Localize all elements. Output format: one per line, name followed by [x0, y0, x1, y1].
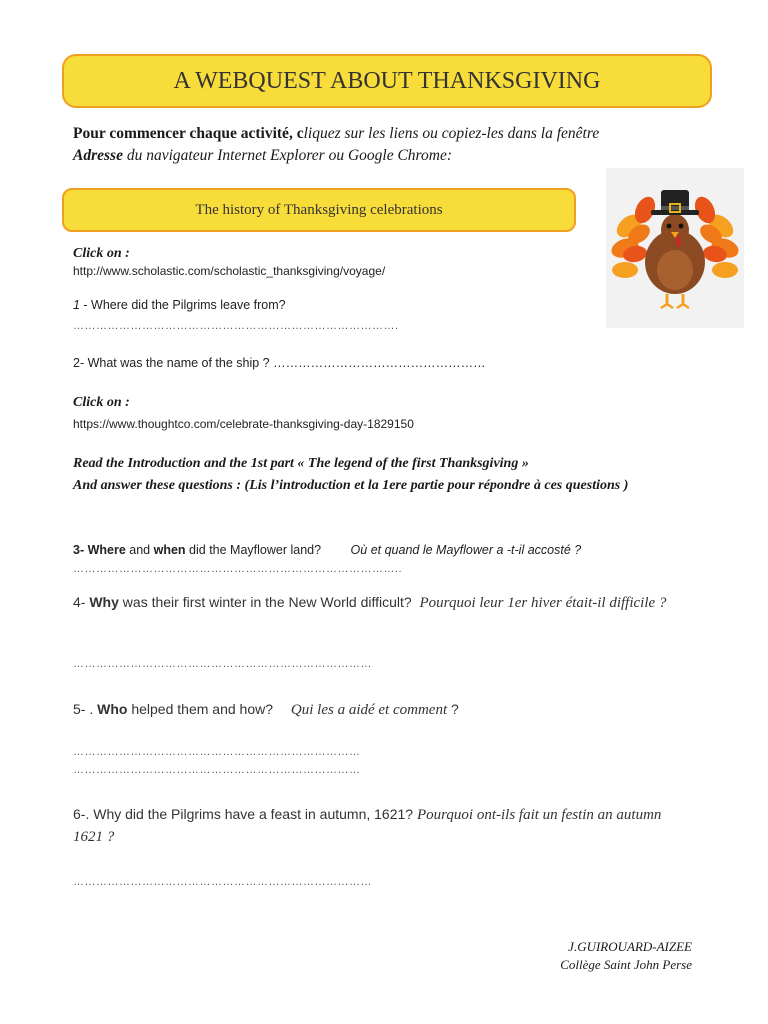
intro-adresse-a: A [73, 147, 84, 164]
question-4-number: 4- [73, 594, 90, 610]
question-5-who: Who [97, 701, 128, 717]
author-name: J.GUIROUARD-AIZEE [568, 939, 692, 954]
question-3-rest: did the Mayflower land? [185, 543, 322, 557]
answer-line-6[interactable]: …………………………………………………………………… [73, 876, 372, 888]
question-3 [73, 543, 581, 557]
intro-italic-2: du navigateur Internet Explorer ou Google Chrome: [126, 147, 452, 164]
read-line-1: Read the Introduction and the 1st part « The legend of the first Thanksgiving » [73, 456, 529, 471]
url-link-thoughtco[interactable]: https://www.thoughtco.com/celebrate-thanksgiving-day-1829150 [73, 417, 414, 431]
question-4 [73, 592, 693, 614]
question-4-rest: was their first winter in the New World difficult? [118, 594, 412, 610]
click-on-label-2: Click on : [73, 395, 130, 410]
question-3-where: Where [87, 543, 126, 557]
intro-c: c [296, 125, 304, 142]
turkey-image [606, 168, 744, 328]
section-title: The history of Thanksgiving celebrations [195, 201, 443, 218]
read-line-2: And answer these questions : (Lis l’introduction et la 1ere partie pour répondre à ces questions ) [73, 478, 629, 493]
page-title: A WEBQUEST ABOUT THANKSGIVING [173, 67, 601, 94]
url-link-scholastic[interactable]: http://www.scholastic.com/scholastic_thanksgiving/voyage/ [73, 264, 386, 278]
read-instructions [73, 453, 693, 497]
answer-line-3[interactable]: ………………………………………………………………………….. [73, 563, 403, 575]
question-2: 2- What was the name of the ship ? …………………………………………… [73, 356, 486, 370]
click-on-label-1: Click on : [73, 246, 130, 261]
question-1 [73, 298, 286, 312]
intro-bold: Pour commencer chaque activité, [73, 125, 293, 142]
answer-line-1[interactable]: …………………………………………………………………………. [73, 320, 399, 332]
question-5-qmark: ? [447, 701, 459, 717]
question-5 [73, 699, 693, 721]
title-banner [62, 54, 712, 108]
answer-line-4[interactable]: …………………………………………………………………… [73, 658, 372, 670]
section-banner [62, 188, 576, 232]
question-6 [73, 804, 693, 848]
school-name: Collège Saint John Perse [560, 957, 692, 972]
question-3-and: and [125, 543, 154, 557]
question-3-when: when [153, 543, 186, 557]
signature [480, 938, 692, 974]
question-6-text: 6-. Why did the Pilgrims have a feast in autumn, 1621? [73, 806, 414, 822]
question-5-number: 5- . [73, 701, 98, 717]
question-6-french: Pourquoi ont-ils fait un festin an autumn 1621 ? [73, 807, 662, 845]
question-3-french: Où et quand le Mayflower a -t-il accosté ? [350, 543, 582, 557]
answer-line-5a[interactable]: ………………………………………………………………… [73, 746, 361, 758]
question-1-number: 1 [73, 298, 80, 312]
intro-italic-1: liquez sur les liens ou copiez-les dans la fenêtre [303, 125, 600, 142]
question-1-text: - Where did the Pilgrims leave from? [79, 298, 286, 312]
turkey-icon [606, 168, 744, 328]
question-4-why: Why [89, 594, 119, 610]
question-5-rest: helped them and how? [127, 701, 274, 717]
question-4-french: Pourquoi leur 1er hiver était-il difficile ? [419, 595, 667, 611]
intro-adresse-rest: dresse [83, 147, 123, 164]
answer-line-5b[interactable]: ………………………………………………………………… [73, 764, 361, 776]
question-5-french: Qui les a aidé et comment [290, 702, 448, 718]
question-3-number: 3- [73, 543, 88, 557]
intro-paragraph [73, 123, 713, 167]
